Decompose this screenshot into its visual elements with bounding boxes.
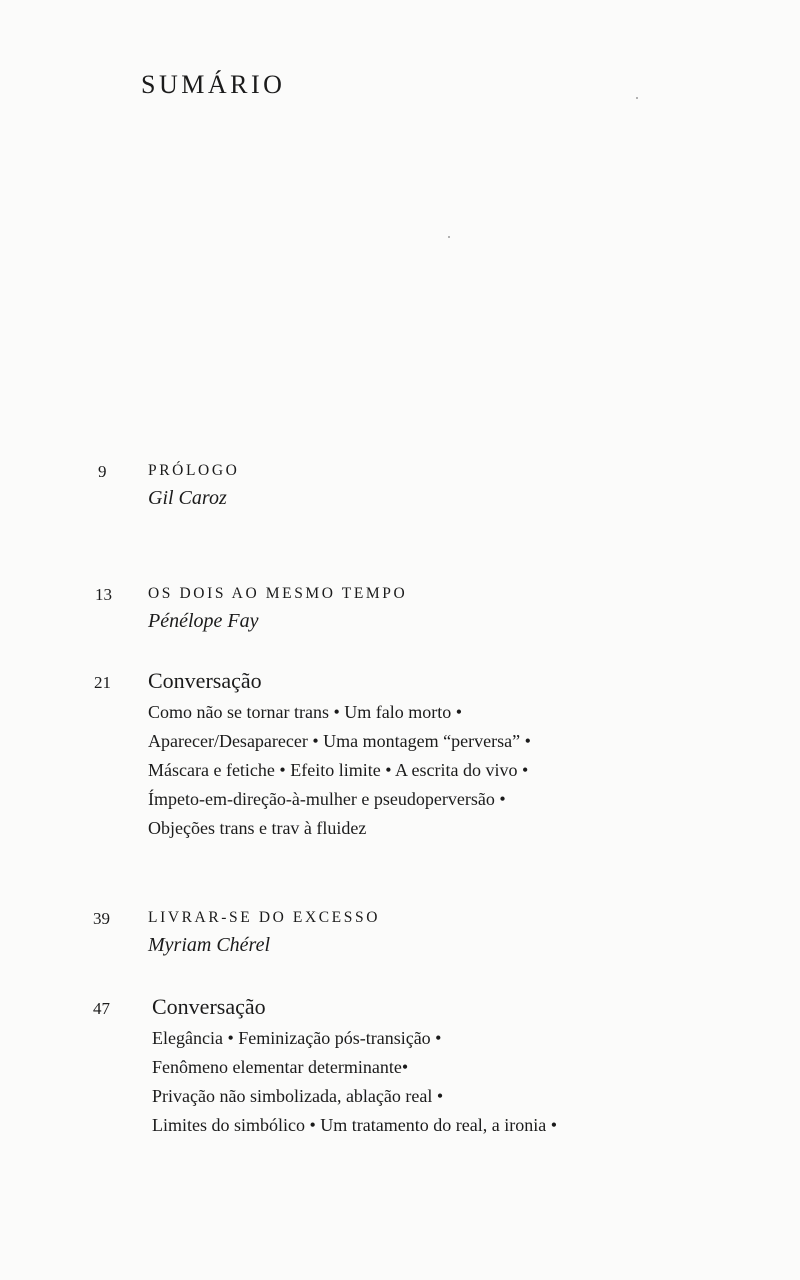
entry-title: PRÓLOGO xyxy=(148,462,240,479)
page-number: 13 xyxy=(95,585,112,604)
topic-list xyxy=(148,698,768,843)
topic-line: Como não se tornar trans • Um falo morto • xyxy=(148,702,463,722)
entry-body xyxy=(152,996,772,1140)
topic-line: Aparecer/Desaparecer • Uma montagem “perversa” • xyxy=(148,731,531,751)
entry-title: Conversação xyxy=(152,994,266,1019)
entry-title: OS DOIS AO MESMO TEMPO xyxy=(148,585,408,602)
entry-author: Pénélope Fay xyxy=(148,609,259,632)
page-title: SUMÁRIO xyxy=(141,70,286,99)
entry-body xyxy=(148,910,768,955)
entry-title: LIVRAR-SE DO EXCESSO xyxy=(148,909,380,926)
topic-line: Fenômeno elementar determinante• xyxy=(152,1057,409,1077)
entry-author: Myriam Chérel xyxy=(148,933,271,956)
topic-line: Limites do simbólico • Um tratamento do real, a ironia • xyxy=(152,1115,558,1135)
topic-line: Elegância • Feminização pós-transição • xyxy=(152,1028,442,1048)
entry-body xyxy=(148,463,768,508)
entry-author: Gil Caroz xyxy=(148,486,227,509)
entry-body xyxy=(148,586,768,631)
entry-title: Conversação xyxy=(148,668,262,693)
page-number: 21 xyxy=(94,673,111,692)
paper-speck xyxy=(636,97,638,99)
topic-line: Objeções trans e trav à fluidez xyxy=(148,818,367,838)
page-number: 47 xyxy=(93,999,110,1018)
page-number: 39 xyxy=(93,909,110,928)
topic-line: Máscara e fetiche • Efeito limite • A escrita do vivo • xyxy=(148,760,529,780)
paper-speck xyxy=(448,236,450,238)
topic-line: Privação não simbolizada, ablação real • xyxy=(152,1086,444,1106)
topic-line: Ímpeto-em-direção-à-mulher e pseudoperversão • xyxy=(148,789,506,809)
topic-list xyxy=(152,1024,772,1140)
entry-body xyxy=(148,670,768,843)
page-number: 9 xyxy=(98,462,107,481)
